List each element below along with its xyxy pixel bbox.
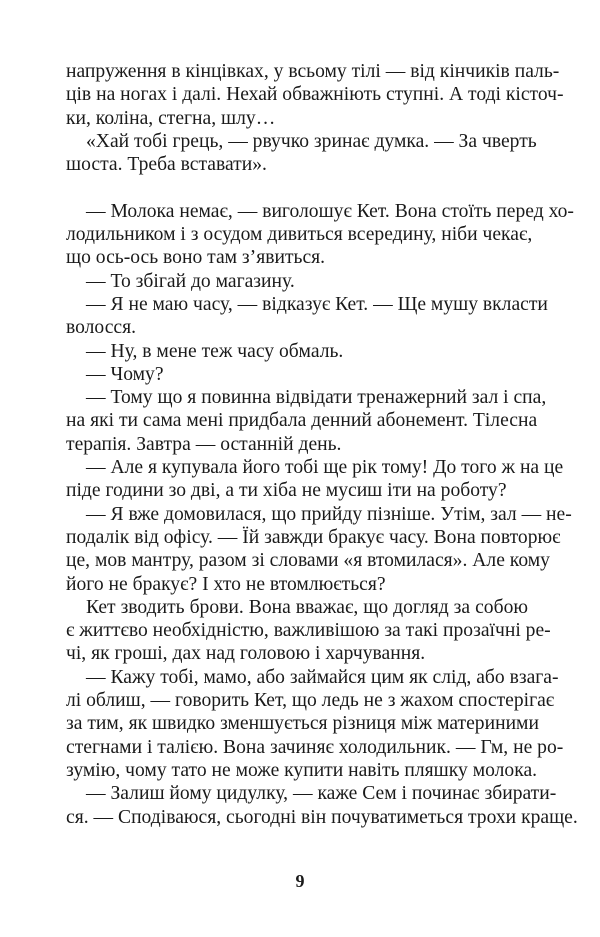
text-line: на які ти сама мені придбала денний абонемент. Тілесна (66, 410, 538, 432)
text-line: — Ну, в мене теж часу обмаль. (86, 340, 344, 362)
text-line: піде години зо дві, а ти хіба не мусиш іти на роботу? (66, 480, 507, 502)
text-line: лі облиш, — говорить Кет, що ледь не з жахом спостерігає (66, 690, 555, 712)
text-line: це, мов мантру, разом зі словами «я втомилася». Але кому (66, 550, 550, 572)
text-line: що ось-ось воно там з’явиться. (66, 247, 326, 269)
paragraph (66, 456, 564, 503)
text-line: волосся. (66, 317, 137, 339)
paragraph (66, 60, 564, 130)
paragraph (66, 386, 547, 456)
text-line: — Залиш йому цидулку, — каже Сем і починає збирати- (86, 783, 557, 805)
paragraph (66, 666, 564, 782)
paragraph (66, 270, 528, 293)
page-number: 9 (295, 871, 305, 891)
text-line: — Кажу тобі, мамо, або займайся цим як слід, або взага- (86, 666, 559, 688)
text-line: «Хай тобі грець, — рвучко зринає думка. — За чверть (86, 130, 537, 152)
paragraph (66, 200, 574, 270)
paragraph (66, 596, 551, 666)
text-line: — Чому? (86, 363, 164, 385)
paragraph (66, 293, 548, 340)
text-line: ців на ногах і далі. Нехай обважніють ступні. А тоді кісточ- (66, 84, 564, 106)
text-line: лодильником і з осудом дивиться всередину, ніби чекає, (66, 224, 533, 246)
paragraph (66, 363, 528, 386)
text-line: — Я вже домовилася, що прийду пізніше. Утім, зал — не- (86, 503, 572, 525)
text-line: — То збігай до магазину. (86, 270, 295, 292)
text-line: стегнами і талією. Вона зачиняє холодильник. — Гм, не ро- (66, 736, 564, 758)
text-line: подалік від офісу. — Їй завжди бракує часу. Вона повторює (66, 526, 561, 548)
text-line: Кет зводить брови. Вона вважає, що догляд за собою (86, 596, 528, 618)
text-line: напруження в кінцівках, у всьому тілі — від кінчиків паль- (66, 61, 560, 82)
paragraph (66, 340, 528, 363)
text-line: ся. — Сподіваюся, сьогодні він почуватиметься трохи краще. (66, 806, 578, 828)
scene-break (66, 176, 528, 199)
paragraph (66, 503, 572, 596)
text-line: є життєво необхідністю, важливішою за такі прозаїчні ре- (66, 620, 551, 642)
body-text (66, 60, 578, 829)
text-line: — Тому що я повинна відвідати тренажерний зал і спа, (86, 387, 547, 409)
text-line: його не бракує? І хто не втомлюється? (66, 573, 386, 595)
text-line: чі, як гроші, дах над головою і харчування. (66, 643, 426, 665)
text-line: зумію, чому тато не може купити навіть пляшку молока. (66, 759, 538, 781)
text-line: — Я не маю часу, — відказує Кет. — Ще мушу вкласти (86, 293, 548, 315)
text-line: ки, коліна, стегна, шлу… (66, 107, 276, 129)
paragraph (66, 782, 578, 829)
text-line: — Але я купувала його тобі ще рік тому! До того ж на це (86, 457, 564, 479)
text-line: за тим, як швидко зменшується різниця між материними (66, 713, 539, 735)
text-line: — Молока немає, — виголошує Кет. Вона стоїть перед хо- (86, 200, 574, 222)
text-line: терапія. Завтра — останній день. (66, 433, 342, 455)
paragraph (66, 130, 537, 177)
text-line: шоста. Треба вставати». (66, 154, 267, 176)
